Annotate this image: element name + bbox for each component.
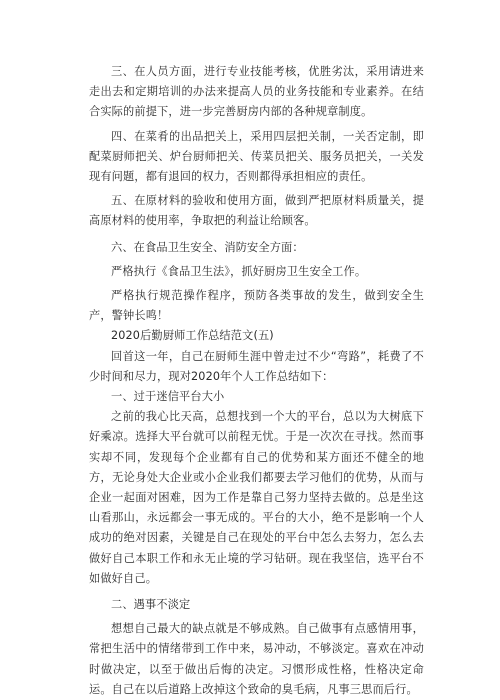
section-title-sample-five: 2020后勤厨师工作总结范文(五) (111, 329, 274, 343)
paragraph-dish-quality-control: 四、在菜肴的出品把关上，采用四层把关制，一关否定制，即配菜厨师把关、炉台厨师把关、传菜员把关、服务员把关，一关发现有问题，都有退回的权力，否则都得承担相应的责任。 (89, 129, 424, 184)
document-body (89, 62, 424, 700)
paragraph-safety-heading: 六、在食品卫生安全、消防安全方面： (111, 240, 304, 254)
paragraph-raw-materials: 五、在原材料的验收和使用方面，做到严把原材料质量关，提高原材料的使用率，争取把的利益让给顾客。 (89, 194, 424, 228)
paragraph-review-intro: 回首这一年，自己在厨师生涯中曾走过不少“弯路”，耗费了不少时间和尽力，现对2020年个人工作总结如下： (89, 349, 424, 383)
paragraph-platform: 之前的我心比天高，总想找到一个大的平台，总以为大树底下好乘凉。选择大平台就可以前程无忧。于是一次次在寻找。然而事实却不同，发现每个企业都有自己的优势和某方面还不健全的地方，无论身处大企业或小企业我们都要去学习他们的优势，从而与企业一起面对困难，因为工作是靠自己努力坚持去做的。总是坐这山看那山，永远都会一事无成的。平台的大小，绝不是影响一个人成功的绝对因素，关键是自己在现处的平台中怎么去努力，怎么去做好自己本职工作和永无止境的学习钻研。现在我坚信，选平台不如做好自己。 (89, 410, 424, 585)
paragraph-safe-operation: 严格执行规范操作程序，预防各类事故的发生，做到安全生产，警钟长鸣！ (89, 289, 424, 323)
paragraph-composure: 想想自己最大的缺点就是不够成熟。自己做事有点感情用事，常把生活中的情绪带到工作中来，易冲动，不够淡定。喜欢在冲动时做决定，以至于做出后悔的决定。习惯形成性格，性格决定命运。自己在以后道路上改掉这个致命的臭毛病，凡事三思而后行。 (89, 622, 424, 696)
subheading-composure: 二、遇事不淡定 (111, 598, 191, 612)
paragraph-personnel: 三、在人员方面，进行专业技能考核，优胜劣汰，采用请进来走出去和定期培训的办法来提高人员的业务技能和专业素养。在结合实际的前提下，进一步完善厨房内部的各种规章制度。 (89, 65, 424, 119)
paragraph-food-hygiene-law: 严格执行《食品卫生法》，抓好厨房卫生安全工作。 (111, 264, 367, 278)
subheading-platform: 一、过于迷信平台大小 (111, 390, 225, 404)
